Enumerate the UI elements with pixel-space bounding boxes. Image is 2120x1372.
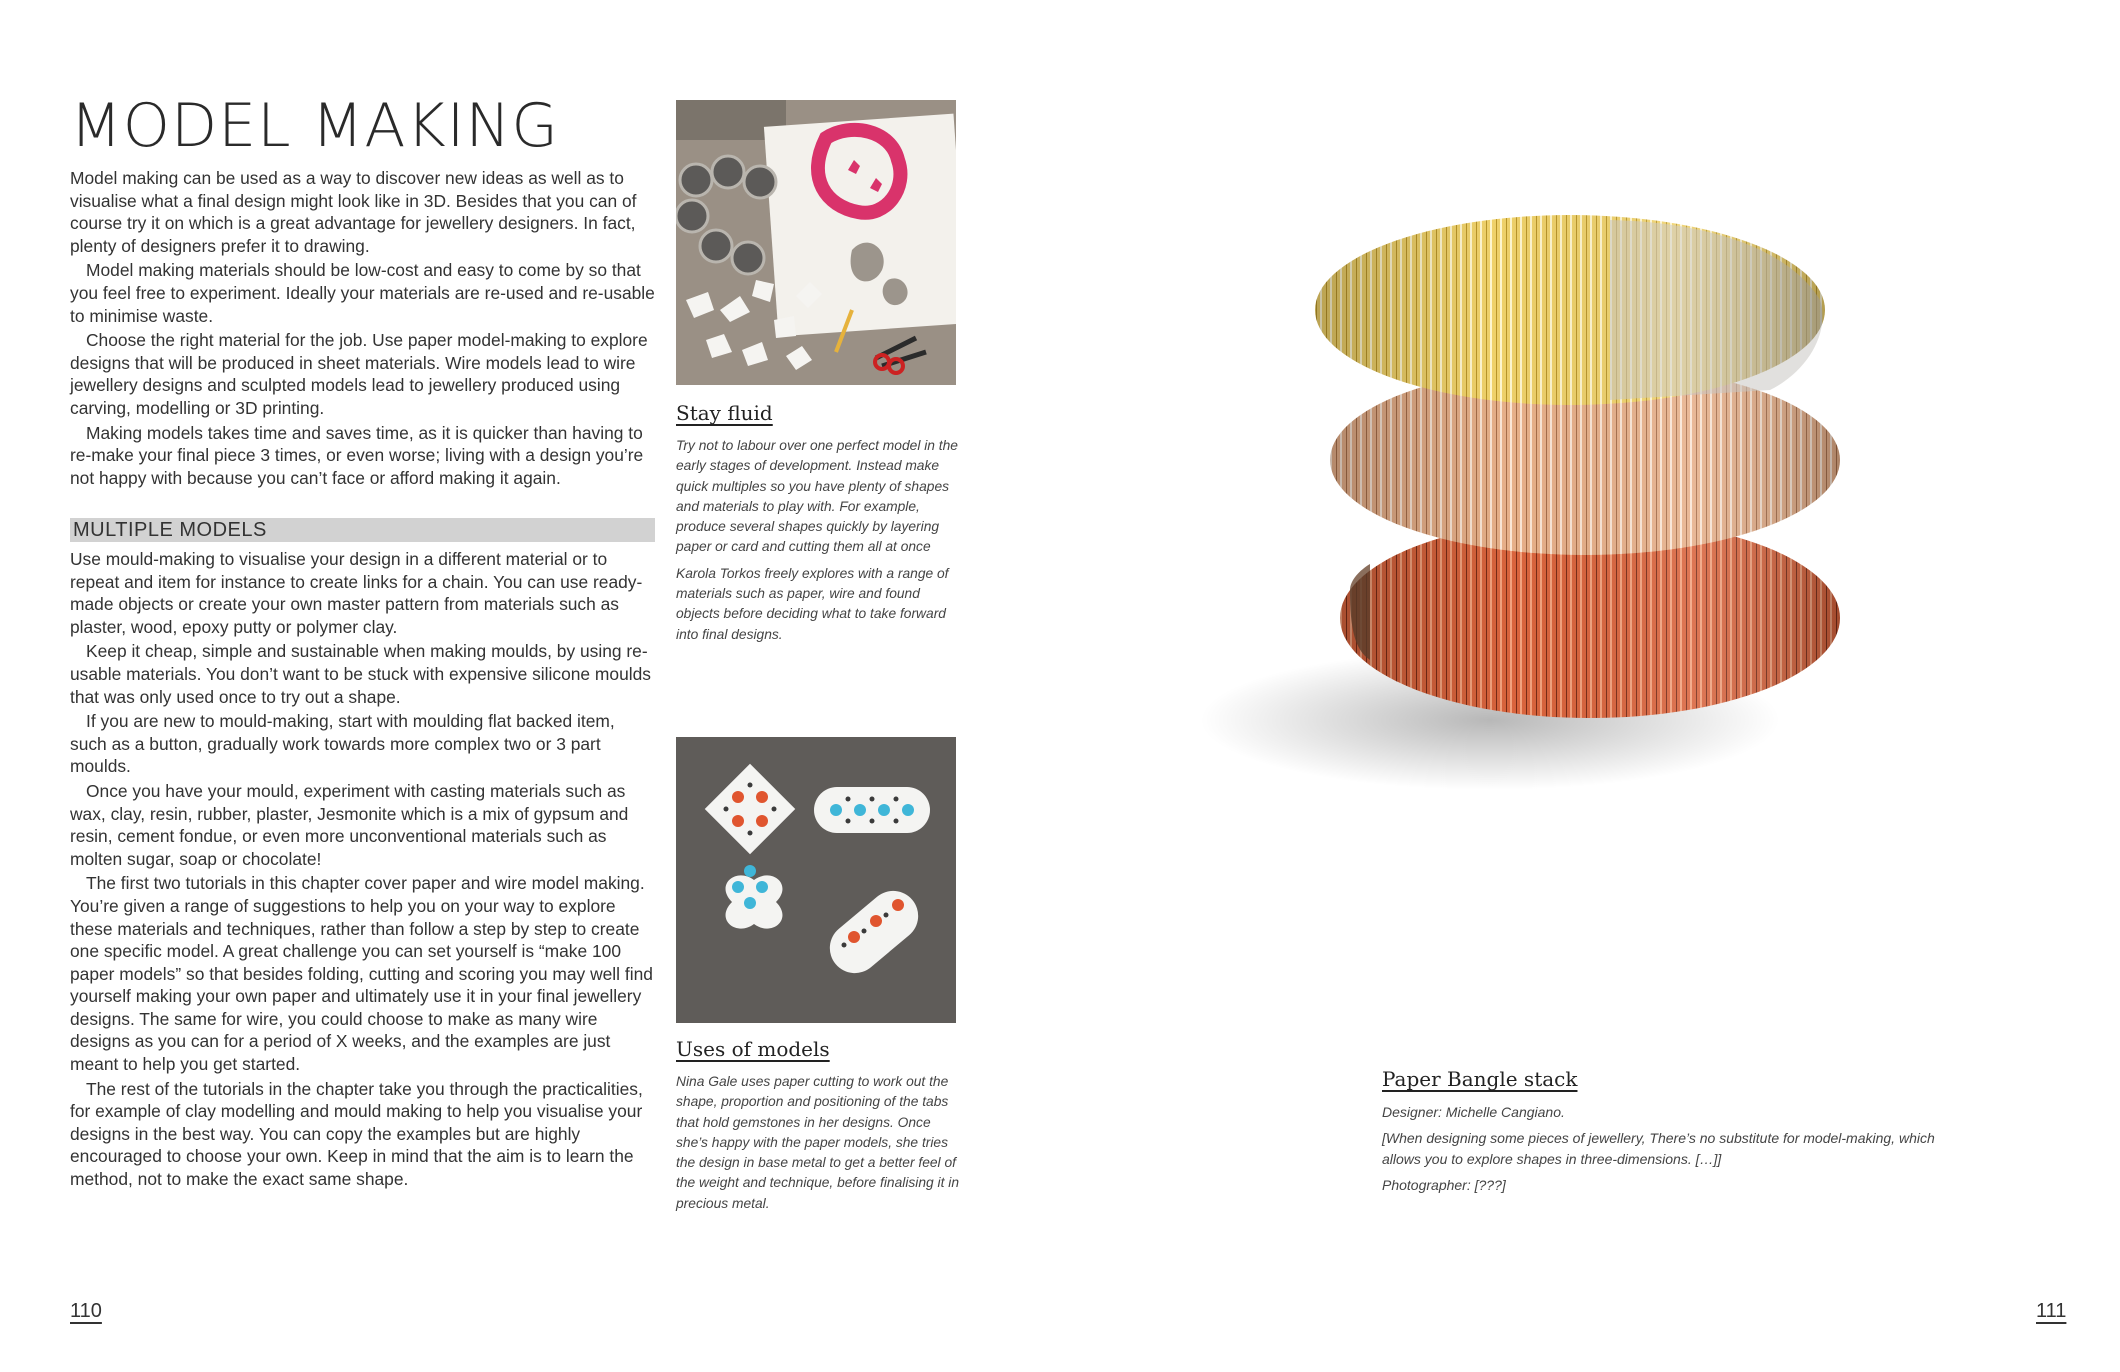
page-title: MODEL MAKING — [70, 91, 559, 161]
paper-models-photo — [676, 737, 956, 1023]
designer-credit: Designer: Michelle Cangiano. — [1382, 1104, 1565, 1120]
caption-text: Karola Torkos freely explores with a range of materials such as paper, wire and found objects before deciding what to take forward into final designs. — [676, 565, 949, 642]
section-paragraph: Keep it cheap, simple and sustainable when making moulds, by using re-usable materials. You don’t want to be stuck with expensive silicone moulds that was only used once to try out a shape. — [70, 641, 651, 707]
stay-fluid-caption — [676, 400, 962, 651]
section-heading: MULTIPLE MODELS — [70, 518, 655, 542]
intro-paragraph: Model making can be used as a way to discover new ideas as well as to visualise what a final design might look like in 3D. Besides that you can of course try it on which is a great advantage for jewellery designers. In fact, plenty of designers prefer it to drawing. — [70, 168, 637, 256]
section-paragraph: Use mould-making to visualise your design in a different material or to repeat and item for instance to create links for a chain. You can use ready-made objects or create your own master pattern from materials such as plaster, wood, epoxy putty or polymer clay. — [70, 549, 643, 637]
caption-text: Nina Gale uses paper cutting to work out the shape, proportion and positioning of the tabs that hold gemstones in her designs. Once she’s happy with the paper models, she tries the design in base metal to get a better feel of the weight and technique, before finalising it in precious metal. — [676, 1074, 960, 1211]
intro-paragraph: Choose the right material for the job. Use paper model-making to explore designs that will be produced in sheet materials. Wire models lead to wire jewellery designs and sculpted models lead to jewellery produced using carving, modelling or 3D printing. — [70, 330, 648, 418]
section-paragraph: Once you have your mould, experiment with casting materials such as wax, clay, resin, rubber, plaster, Jesmonite which is a mix of gypsum and resin, cement fondue, or even more unconventional materials such as molten sugar, soap or chocolate! — [70, 780, 629, 869]
caption-text: Try not to labour over one perfect model in the early stages of development. Instead make quick multiples so you have plenty of shapes and materials to play with. For example, produce several shapes quickly by layering paper or card and cutting them all at once — [676, 438, 958, 555]
photographer-credit: Photographer: [???] — [1382, 1176, 1506, 1193]
paper-cutting-illustration — [676, 100, 956, 385]
intro-paragraph: Model making materials should be low-cost and easy to come by so that you feel free to experiment. Ideally your materials are re-used and re-usable to minimise waste. — [70, 260, 655, 326]
section-paragraph: The rest of the tutorials in the chapter take you through the practicalities, for example of clay modelling and mould making to help you visualise your designs in the best way. You can copy the examples but are highly encouraged to choose your own. Keep in mind that the aim is to learn the method, not to make the exact same shape. — [70, 1078, 643, 1190]
page-number-left: 110 — [70, 1300, 102, 1322]
caption-heading: Paper Bangle stack — [1382, 1067, 1578, 1091]
caption-heading: Uses of models — [676, 1037, 830, 1061]
intro-paragraph: Making models takes time and saves time, as it is quicker than having to re-make your final piece 3 times, or even worse; living with a design you’re not happy with because you can’t face or afford making it again. — [70, 422, 644, 488]
caption-heading: Stay fluid — [676, 401, 773, 425]
uses-of-models-caption — [676, 1036, 962, 1220]
section-paragraph: If you are new to mould-making, start with moulding flat backed item, such as a button, gradually work towards more complex two or 3 part moulds. — [70, 711, 615, 777]
multiple-models-section — [70, 518, 655, 1191]
intro-text — [70, 167, 655, 489]
designer-quote: [When designing some pieces of jewellery, There’s no substitute for model-making, which allows you to explore shapes in three-dimensions. […]] — [1382, 1130, 1935, 1167]
page-number-right: 111 — [2036, 1300, 2067, 1322]
paper-bangle-caption — [1382, 1066, 1942, 1201]
section-paragraph: The first two tutorials in this chapter cover paper and wire model making. You’re given a range of suggestions to help you on your way to explore these materials and techniques, rather than follow a step by step to create one specific model. A great challenge you can set yourself is “make 100 paper models” so that besides folding, cutting and scoring you may well find yourself making your own paper and ultimately use it in your final jewellery designs. The same for wire, you could choose to make as many wire designs as you can for a period of X weeks, and the examples are just meant to help you get started. — [70, 873, 653, 1075]
paper-models-illustration — [676, 737, 956, 1023]
paper-bangle-stack-photo — [1190, 160, 1950, 860]
paper-cutting-photo — [676, 100, 956, 385]
